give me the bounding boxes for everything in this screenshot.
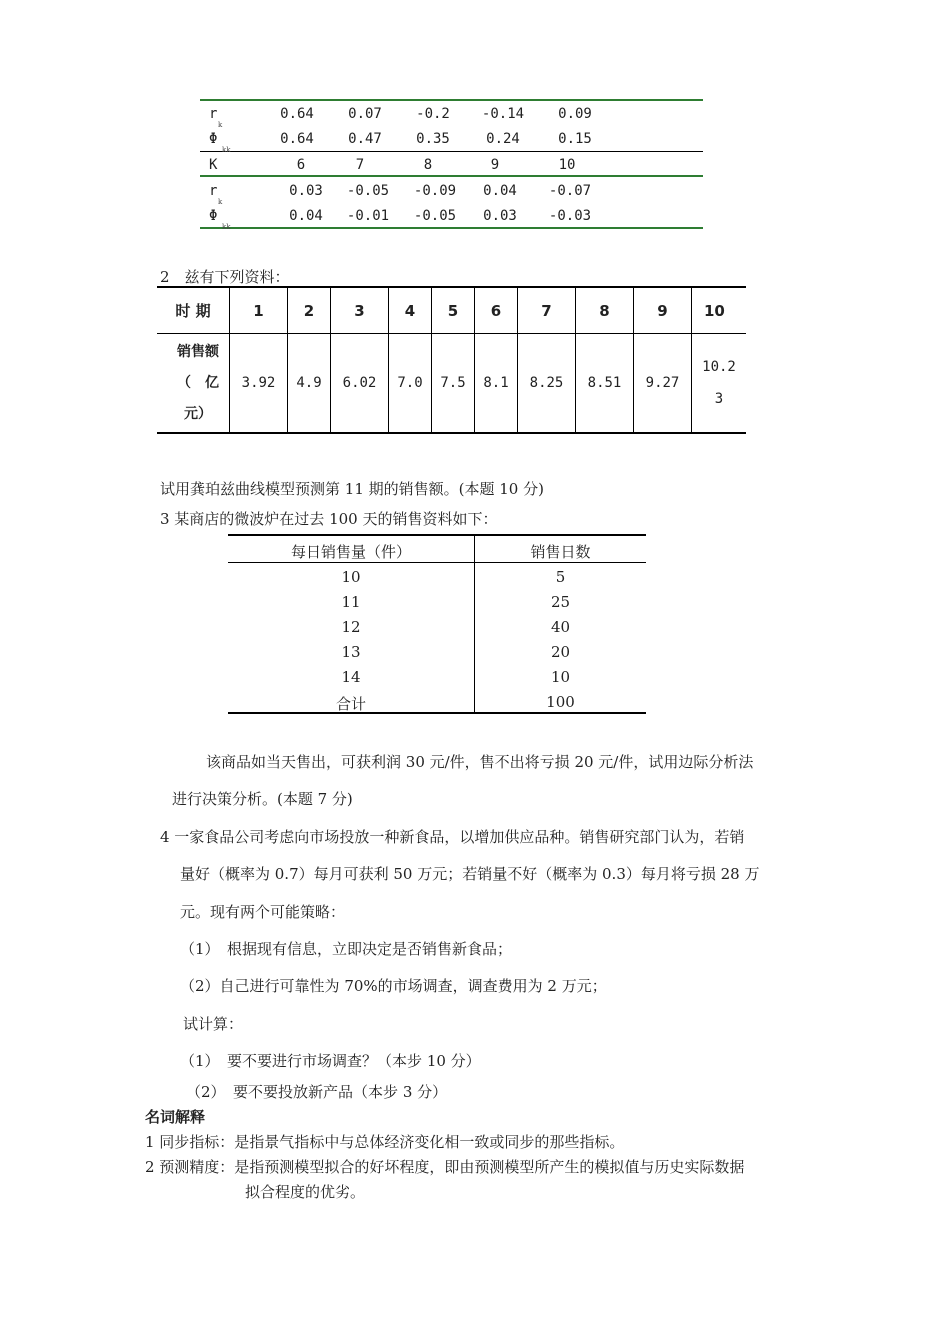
- period-cell: 1: [230, 287, 288, 334]
- daily-cell: 14: [341, 668, 361, 686]
- acf-cell: -0.09: [413, 183, 457, 199]
- daily-cell: 10: [341, 568, 361, 586]
- q3-paragraph-line1: 该商品如当天售出，可获利润 30 元/件，售不出将亏损 20 元/件，试用边际分析法: [206, 753, 754, 771]
- q2-question: 试用龚珀兹曲线模型预测第 11 期的销售额。(本题 10 分): [160, 480, 544, 498]
- acf-cell: 0.03: [483, 208, 517, 224]
- acf-cell: 0.64: [280, 131, 314, 147]
- acf-cell: -0.01: [346, 208, 390, 224]
- q2-intro: 2 兹有下列资料：: [160, 268, 290, 286]
- sales-cell: 6.02: [331, 334, 389, 434]
- q4-strategy1: （1） 根据现有信息，立即决定是否销售新食品；: [180, 940, 513, 958]
- acf-cell: 0.24: [486, 131, 520, 147]
- acf-cell: -0.05: [346, 183, 390, 199]
- term-item2-line2: 拟合程度的优劣。: [245, 1183, 366, 1201]
- sales-label: [157, 334, 230, 434]
- acf-rule-mid2: [200, 175, 703, 177]
- q3-intro: 3 某商店的微波炉在过去 100 天的销售资料如下：: [160, 510, 498, 528]
- daily-cell: 合计: [335, 695, 366, 713]
- acf-rule-bottom: [200, 227, 703, 229]
- sales-cell: 8.1: [475, 334, 518, 434]
- q4-line2: 量好（概率为 0.7）每月可获利 50 万元；若销量不好（概率为 0.3）每月将亏损 28 万: [180, 865, 760, 883]
- period-cell: 6: [475, 287, 518, 334]
- q4-step2: （2） 要不要投放新产品（本步 3 分）: [186, 1083, 448, 1101]
- period-cell: 8: [576, 287, 634, 334]
- sales-cell: 7.5: [432, 334, 475, 434]
- period-header: 时 期: [157, 287, 230, 334]
- sales-cell: 8.51: [576, 334, 634, 434]
- daily-cell: 100: [546, 693, 575, 711]
- term-item1: 1 同步指标：是指景气指标中与总体经济变化相一致或同步的那些指标。: [145, 1133, 625, 1151]
- acf-cell: -0.14: [481, 106, 525, 122]
- q4-calc: 试计算：: [183, 1015, 244, 1033]
- sales-table: [157, 286, 746, 434]
- sales-label-line: 元）: [184, 405, 212, 422]
- acf-cell: -0.2: [416, 106, 450, 122]
- acf-cell: 0.15: [558, 131, 592, 147]
- acf-row-sub: kk: [222, 223, 231, 231]
- acf-cell: -0.03: [548, 208, 592, 224]
- daily-cell: 5: [555, 568, 566, 586]
- sales-label-line: （ 亿: [177, 374, 219, 391]
- acf-cell: -0.07: [548, 183, 592, 199]
- acf-cell: 0.04: [289, 208, 323, 224]
- sales-label-line: 销售额: [177, 343, 219, 360]
- table-row: [157, 287, 746, 334]
- acf-cell: 0.64: [280, 106, 314, 122]
- period-cell: 7: [518, 287, 576, 334]
- sales-cell-line: 3: [714, 391, 724, 407]
- acf-cell: -0.05: [413, 208, 457, 224]
- acf-rule-top: [200, 99, 703, 101]
- table-row: [157, 334, 746, 434]
- acf-row-label: Φ: [209, 208, 218, 224]
- sales-cell: [692, 334, 747, 434]
- daily-cell: 12: [341, 618, 361, 636]
- acf-cell: 0.47: [348, 131, 382, 147]
- q4-line3: 元。现有两个可能策略：: [180, 903, 346, 921]
- daily-cell: 25: [550, 593, 571, 611]
- acf-cell: 10: [558, 157, 576, 173]
- acf-row-label: r: [209, 106, 218, 122]
- acf-row-sub: k: [218, 198, 223, 206]
- period-cell: 3: [331, 287, 389, 334]
- daily-cell: 20: [550, 643, 571, 661]
- daily-rule-top: [228, 534, 646, 536]
- sales-cell: 7.0: [389, 334, 432, 434]
- sales-cell: 4.9: [288, 334, 331, 434]
- period-cell: 5: [432, 287, 475, 334]
- daily-cell: 10: [550, 668, 571, 686]
- q4-strategy2: （2）自己进行可靠性为 70%的市场调查，调查费用为 2 万元；: [180, 977, 607, 995]
- acf-cell: 0.09: [558, 106, 592, 122]
- daily-cell: 11: [341, 593, 361, 611]
- daily-header: 销售日数: [530, 543, 591, 561]
- acf-cell: 0.03: [289, 183, 323, 199]
- acf-cell: 9: [490, 157, 500, 173]
- period-cell: 10: [692, 287, 747, 334]
- acf-cell: 6: [296, 157, 306, 173]
- sales-cell: 9.27: [634, 334, 692, 434]
- sales-cell-line: 10.2: [702, 359, 736, 375]
- daily-cell: 13: [341, 643, 361, 661]
- daily-header: 每日销售量（件）: [290, 543, 411, 561]
- sales-cell: 3.92: [230, 334, 288, 434]
- period-cell: 9: [634, 287, 692, 334]
- q3-paragraph-line2: 进行决策分析。(本题 7 分): [172, 790, 353, 808]
- daily-rule-mid: [228, 562, 646, 563]
- acf-cell: 0.04: [483, 183, 517, 199]
- acf-cell: 8: [423, 157, 433, 173]
- acf-row-sub: kk: [222, 146, 231, 154]
- q4-line1: 4 一家食品公司考虑向市场投放一种新食品，以增加供应品种。销售研究部门认为，若销: [160, 828, 745, 846]
- terms-heading: 名词解释: [145, 1108, 206, 1126]
- term-item2-line1: 2 预测精度：是指预测模型拟合的好坏程度，即由预测模型所产生的模拟值与历史实际数据: [145, 1158, 745, 1176]
- q4-step1: （1） 要不要进行市场调查？（本步 10 分）: [180, 1052, 481, 1070]
- acf-row-label: K: [209, 157, 218, 173]
- period-cell: 4: [389, 287, 432, 334]
- acf-row-sub: k: [218, 121, 223, 129]
- acf-cell: 0.07: [348, 106, 382, 122]
- acf-row-label: r: [209, 183, 218, 199]
- acf-rule-mid1: [200, 151, 703, 152]
- sales-cell: 8.25: [518, 334, 576, 434]
- acf-row-label: Φ: [209, 131, 218, 147]
- period-cell: 2: [288, 287, 331, 334]
- acf-cell: 7: [355, 157, 365, 173]
- acf-cell: 0.35: [416, 131, 450, 147]
- daily-cell: 40: [550, 618, 571, 636]
